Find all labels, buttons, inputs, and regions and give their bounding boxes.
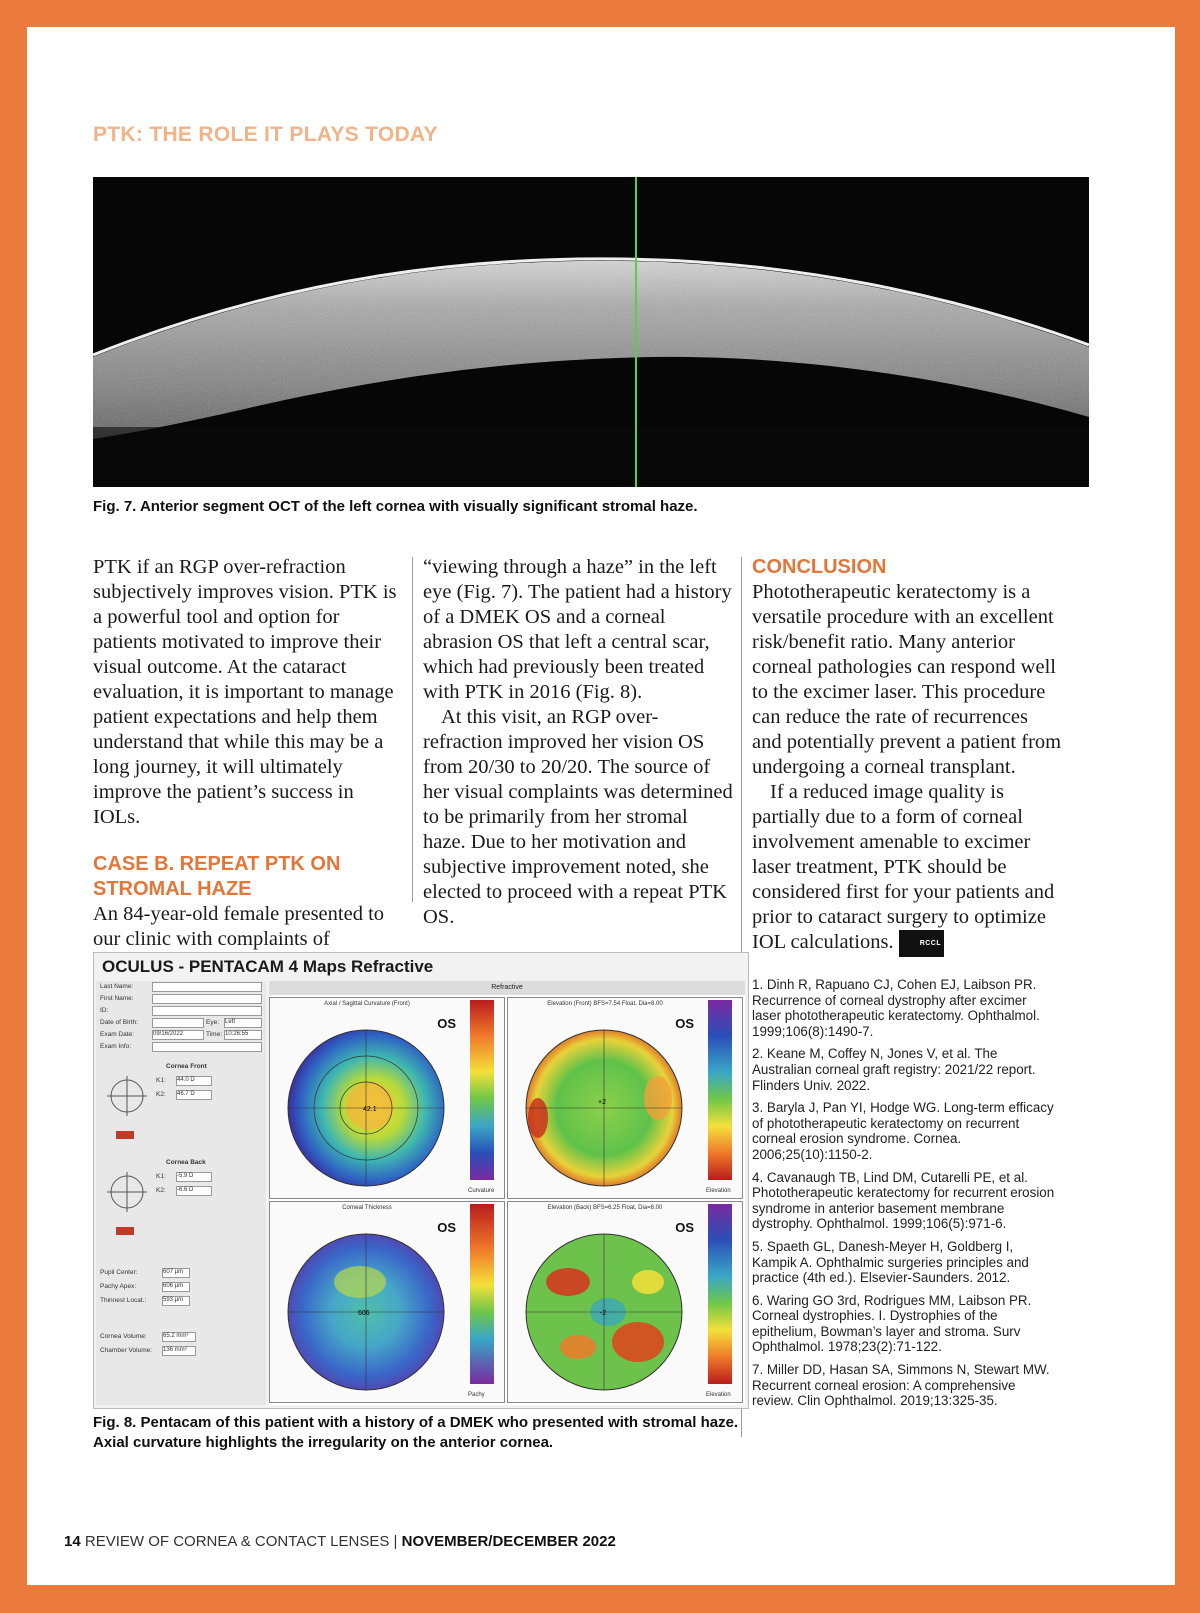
eye-indicator: OS [437, 1016, 456, 1031]
center-value: 606 [358, 1310, 370, 1317]
center-value: +2 [598, 1099, 606, 1106]
last-name-label: Last Name: [100, 983, 134, 990]
center-value: 42.1 [363, 1106, 377, 1113]
chamber-volume-label: Chamber Volume: [100, 1347, 153, 1354]
page [27, 27, 1175, 1585]
map-label: Axial / Sagittal Curvature (Front) [324, 1001, 410, 1007]
publication-name: REVIEW OF CORNEA & CONTACT LENSES [84, 1533, 390, 1550]
time-value: 10:26:55 [224, 1030, 262, 1040]
first-name-label: First Name: [100, 995, 134, 1002]
map-label: Corneal Thickness [342, 1205, 392, 1211]
color-scale [466, 998, 504, 1198]
dob-label: Date of Birth: [100, 1019, 138, 1026]
oct-image [93, 177, 1089, 487]
qs-indicator-back [116, 1227, 134, 1235]
axial-curvature-map [269, 997, 505, 1199]
elevation-front-map [507, 997, 743, 1199]
column-3 [752, 555, 1062, 957]
col2-paragraph-2: At this visit, an RGP over-refraction improved her vision OS from 20/30 to 20/20. The source of her visual complaints was determined to be primarily from her stromal haze. Due to her motivation and subjective improvement noted, she elected to proceed with a repeat PTK OS. [423, 706, 733, 928]
color-scale [704, 998, 742, 1198]
rccl-logo: RCCL [899, 930, 944, 957]
cornea-volume-label: Cornea Volume: [100, 1333, 147, 1340]
thinnest-label: Thinnest Locat.: [100, 1297, 147, 1304]
scale-unit: Elevation [706, 1392, 731, 1398]
eye-indicator: OS [675, 1220, 694, 1235]
id-label: ID: [100, 1007, 109, 1014]
eye-value: Left [224, 1018, 262, 1028]
color-scale [704, 1202, 742, 1402]
axis-diagram-front [102, 1071, 152, 1121]
k1-back-label: K1: [156, 1173, 166, 1180]
maps-header: Refractive [269, 981, 745, 995]
references [752, 977, 1057, 1416]
issue-date: NOVEMBER/DECEMBER 2022 [401, 1533, 616, 1550]
exam-info-label: Exam Info: [100, 1043, 132, 1050]
section-title: PTK: THE ROLE IT PLAYS TODAY [93, 123, 438, 146]
time-label: Time: [206, 1031, 223, 1038]
column-2 [423, 555, 733, 930]
reference-item: 4. Cavanaugh TB, Lind DM, Cutarelli PE, et al. Phototherapeutic keratectomy for recurrent erosion syndrome in anterior basement membrane dystrophy. Ophthalmol. 1999;106(5):971-6. [752, 1169, 1055, 1232]
col1-paragraph-2: An 84-year-old female presented to our clinic with complaints of [93, 903, 385, 950]
cornea-front-label: Cornea Front [166, 1063, 207, 1070]
reference-item: 1. Dinh R, Rapuano CJ, Cohen EJ, Laibson PR. Recurrence of corneal dystrophy after excimer laser phototherapeutic keratectomy. Ophthalmol. 1999;106(8):1490-7. [752, 977, 1040, 1039]
reference-item: 5. Spaeth GL, Danesh-Meyer H, Goldberg I, Kampik A. Ophthalmic surgeries principles and practice (4th ed.). Elsevier-Saunders. 2012. [752, 1238, 1029, 1286]
first-name-box [152, 994, 262, 1004]
pachy-apex-value: 606 µm [162, 1282, 190, 1292]
scale-unit: Curvature [468, 1188, 495, 1194]
color-scale [466, 1202, 504, 1402]
page-number: 14 [64, 1533, 81, 1550]
col1-paragraph: PTK if an RGP over-refraction subjectively improves vision. PTK is a powerful tool and option for patients motivated to improve their visual outcome. At the cataract evaluation, it is important to manage patient expectations and help them understand that while this may be a long journey, it will ultimately improve the patient’s success in IOLs. [93, 556, 397, 828]
pentacam-figure [93, 952, 749, 1409]
column-divider [412, 557, 413, 902]
k1-front-value: 44.0 D [176, 1076, 212, 1086]
pupil-center-value: 607 µm [162, 1268, 190, 1278]
pachy-apex-label: Pachy Apex: [100, 1283, 137, 1290]
case-b-heading: CASE B. REPEAT PTK ON STROMAL HAZE [93, 853, 341, 900]
pupil-center-label: Pupil Center: [100, 1269, 138, 1276]
k2-back-label: K2: [156, 1187, 166, 1194]
chamber-volume-value: 136 mm³ [162, 1346, 196, 1356]
exam-info-box [152, 1042, 262, 1052]
eye-indicator: OS [437, 1220, 456, 1235]
eye-indicator: OS [675, 1016, 694, 1031]
col2-paragraph: “viewing through a haze” in the left eye (Fig. 7). The patient had a history of a DMEK OS and a corneal abrasion OS that left a central scar, which had previously been treated with PTK in 2016 (Fig. 8). [423, 556, 732, 703]
oct-scan-graphic [93, 177, 1089, 487]
col3-paragraph: Phototherapeutic keratectomy is a versatile procedure with an excellent risk/benefit ratio. Many anterior corneal pathologies can respond well to the excimer laser. This procedure can reduce the rate of recurrences and potentially prevent a patient from undergoing a corneal transplant. [752, 581, 1062, 778]
elevation-back-map [507, 1201, 743, 1403]
map-label: Elevation (Back) BFS=6.25 Float, Dia=8.00 [547, 1205, 663, 1211]
page-footer [64, 1533, 616, 1550]
map-label: Elevation (Front) BFS=7.54 Float, Dia=8.00 [547, 1001, 663, 1007]
scale-unit: Elevation [706, 1188, 731, 1194]
footer-separator: | [393, 1533, 398, 1550]
id-box [152, 1006, 262, 1016]
center-value: -2 [600, 1310, 607, 1317]
fig8-caption: Fig. 8. Pentacam of this patient with a history of a DMEK who presented with stromal haze. Axial curvature highlights the irregularity on the anterior cornea. [93, 1414, 739, 1451]
k2-front-label: K2: [156, 1091, 166, 1098]
scale-unit: Pachy [468, 1392, 485, 1398]
conclusion-heading: CONCLUSION [752, 556, 887, 578]
k1-back-value: -5.9 D [176, 1172, 212, 1182]
exam-date-label: Exam Date: [100, 1031, 134, 1038]
thinnest-value: 593 µm [162, 1296, 190, 1306]
col3-paragraph-2: If a reduced image quality is partially due to a form of corneal involvement amenable to excimer laser treatment, PTK should be considered first for your patients and prior to cataract surgery to optimize IOL calculations. [752, 781, 1055, 954]
fig7-caption: Fig. 7. Anterior segment OCT of the left cornea with visually significant stromal haze. [93, 498, 698, 515]
cornea-volume-value: 65.2 mm³ [162, 1332, 196, 1342]
pentacam-patient-panel [96, 981, 266, 1405]
dob-box [152, 1018, 204, 1028]
cornea-back-label: Cornea Back [166, 1159, 206, 1166]
k2-front-value: 46.7 D [176, 1090, 212, 1100]
eye-label: Eye: [206, 1019, 220, 1026]
axis-diagram-back [102, 1167, 152, 1217]
pentacam-title: OCULUS - PENTACAM 4 Maps Refractive [102, 957, 434, 976]
k2-back-value: -6.6 D [176, 1186, 212, 1196]
column-1 [93, 555, 403, 952]
last-name-box [152, 982, 262, 992]
k1-front-label: K1: [156, 1077, 166, 1084]
qs-indicator-front [116, 1131, 134, 1139]
exam-date-value: 09/16/2022 [152, 1030, 204, 1040]
reference-item: 7. Miller DD, Hasan SA, Simmons N, Stewart MW. Recurrent corneal erosion: A comprehensive review. Clin Ophthalmol. 2019;13:325-35. [752, 1362, 1050, 1409]
corneal-thickness-map [269, 1201, 505, 1403]
reference-item: 6. Waring GO 3rd, Rodrigues MM, Laibson PR. Corneal dystrophies. I. Dystrophies of the epithelium, Bowman’s layer and stroma. Surv Ophthalmol. 1978;23(2):71-122. [752, 1292, 1032, 1355]
reference-item: 2. Keane M, Coffey N, Jones V, et al. The Australian corneal graft registry: 2021/22 report. Flinders Univ. 2022. [752, 1046, 1036, 1093]
pentacam-maps [269, 981, 745, 1405]
reference-item: 3. Baryla J, Pan YI, Hodge WG. Long-term efficacy of phototherapeutic keratectomy on recurrent corneal erosion syndrome. Cornea. 2006;25(10):1150-2. [752, 1100, 1054, 1162]
